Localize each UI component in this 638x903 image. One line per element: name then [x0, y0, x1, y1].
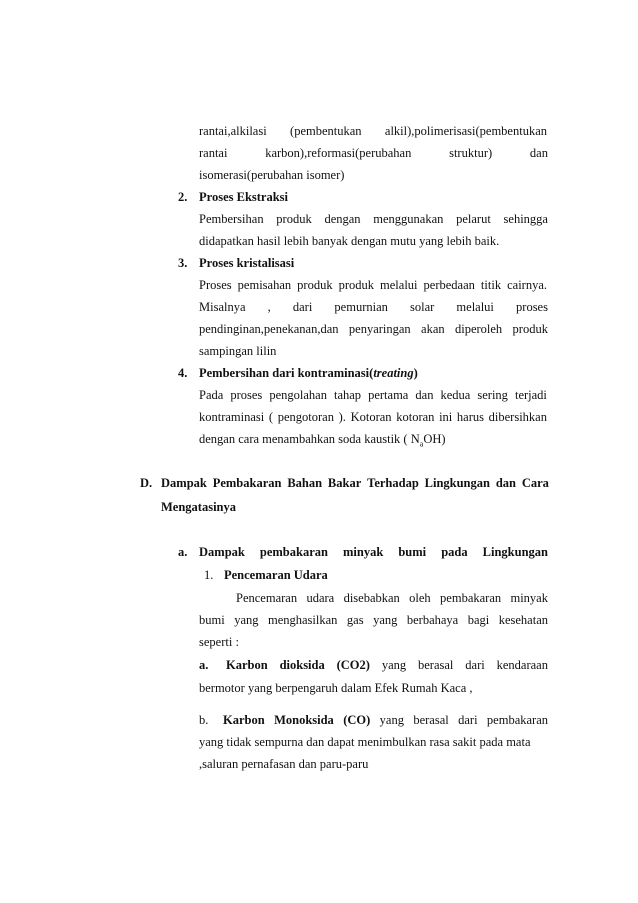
text-line: bermotor yang berpengaruh dalam Efek Rumah Kaca , [199, 681, 473, 695]
text-line: Proses pemisahan produk produk melalui perbedaan titik cairnya. [199, 278, 547, 292]
text-line: seperti : [199, 635, 239, 649]
text-line: rantai karbon),reformasi(perubahan struktur) dan [199, 146, 548, 160]
list-heading: Proses kristalisasi [199, 256, 295, 270]
section-heading-cont: Mengatasinya [161, 500, 236, 514]
list-heading: Proses Ekstraksi [199, 190, 289, 204]
list-number: 1. [204, 568, 214, 582]
list-number: 3. [178, 256, 188, 270]
text-line: Karbon Monoksida (CO) yang berasal dari pembakaran [223, 713, 548, 727]
text-line: isomerasi(perubahan isomer) [199, 168, 345, 182]
text-line: Pada proses pengolahan tahap pertama dan kedua sering terjadi [199, 388, 547, 402]
point-letter: b. [199, 713, 209, 727]
text-line: yang tidak sempurna dan dapat menimbulkan rasa sakit pada mata [199, 735, 531, 749]
text-line: dengan cara menambahkan soda kaustik ( $N_aOH$) [199, 432, 446, 449]
text-line: Karbon dioksida (CO2) yang berasal dari kendaraan [226, 658, 548, 672]
text-line: didapatkan hasil lebih banyak dengan mutu yang lebih baik. [199, 234, 500, 248]
list-heading: Pembersihan dari kontraminasi(treating) [199, 366, 418, 380]
sub-letter: a. [178, 545, 188, 559]
section-heading: Dampak Pembakaran Bahan Bakar Terhadap Lingkungan dan Cara [161, 476, 549, 490]
list-heading: Pencemaran Udara [224, 568, 328, 582]
text-line: kontraminasi ( pengotoran ). Kotoran kotoran ini harus dibersihkan [199, 410, 547, 424]
sub-heading: Dampak pembakaran minyak bumi pada Lingkungan [199, 545, 548, 559]
point-letter: a. [199, 658, 209, 672]
text-line: ,saluran pernafasan dan paru-paru [199, 757, 369, 771]
text-line: pendinginan,penekanan,dan penyaringan akan diperoleh produk [199, 322, 548, 336]
list-number: 2. [178, 190, 188, 204]
list-number: 4. [178, 366, 188, 380]
text-line: Misalnya , dari pemurnian solar melalui proses [199, 300, 548, 314]
text-line: rantai,alkilasi (pembentukan alkil),polimerisasi(pembentukan [199, 124, 547, 138]
section-letter: D. [140, 476, 153, 490]
text-line: Pembersihan produk dengan menggunakan pelarut sehingga [199, 212, 548, 226]
text-line: bumi yang menghasilkan gas yang berbahaya bagi kesehatan [199, 613, 548, 627]
text-line: Pencemaran udara disebabkan oleh pembakaran minyak [236, 591, 548, 605]
text-line: sampingan lilin [199, 344, 277, 358]
